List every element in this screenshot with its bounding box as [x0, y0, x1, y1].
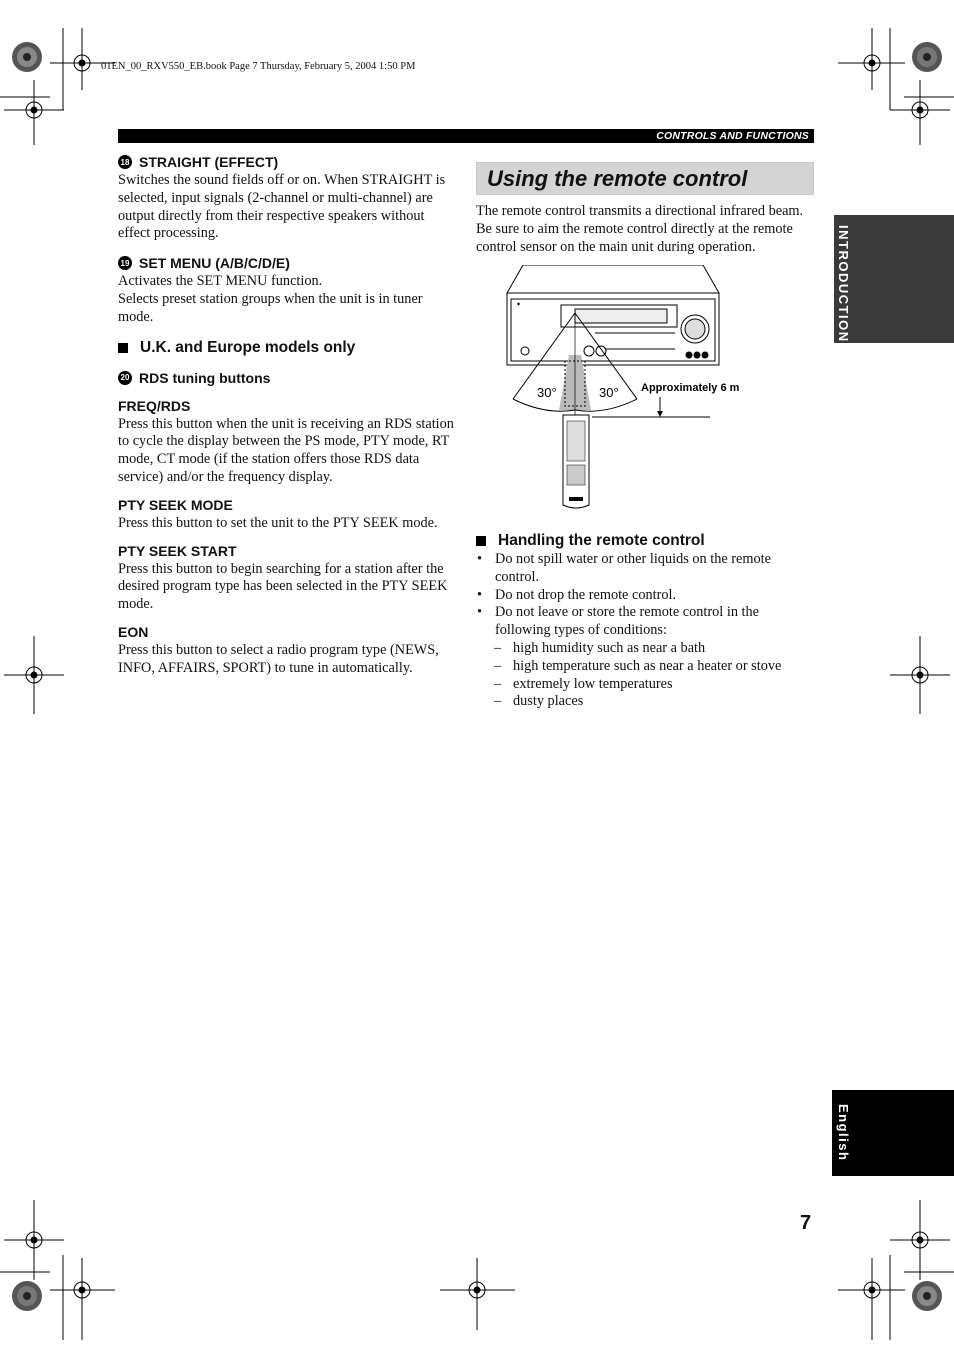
list-item: • Do not drop the remote control.	[476, 587, 816, 605]
item-18-heading	[118, 154, 458, 170]
handling-heading	[476, 532, 816, 550]
left-column	[118, 152, 458, 678]
distance-label: Approximately 6 m	[641, 382, 740, 394]
uk-europe-heading	[118, 339, 458, 357]
angle-right-label: 30°	[599, 385, 619, 400]
list-item: – high humidity such as near a bath	[476, 640, 816, 658]
pty-seek-mode-text: Press this button to set the unit to the PTY SEEK mode.	[118, 514, 438, 531]
freq-rds-text: Press this button when the unit is receiving an RDS station to cycle the display between the PS mode, PTY mode, RT mode, CT mode (if the station offers those RDS data service) and/or the frequency display.	[118, 415, 454, 485]
list-item: – extremely low temperatures	[476, 676, 816, 694]
intro-text: The remote control transmits a directional infrared beam. Be sure to aim the remote control directly at the remote control sensor on the main unit during operation.	[476, 203, 804, 255]
section-title: Using the remote control	[487, 166, 748, 191]
square-bullet-icon	[118, 343, 128, 353]
list-item: – dusty places	[476, 693, 816, 711]
section-header-label: CONTROLS AND FUNCTIONS	[656, 130, 809, 142]
section-header-bar	[118, 129, 814, 143]
remote-illustration	[563, 415, 589, 508]
right-column	[476, 162, 814, 256]
page-number: 7	[800, 1212, 812, 1234]
introduction-tab	[834, 215, 954, 343]
item-title: SET MENU (A/B/C/D/E)	[139, 255, 290, 272]
heading-text: U.K. and Europe models only	[140, 338, 356, 356]
list-item: – high temperature such as near a heater or stove	[476, 658, 816, 676]
item-19-heading	[118, 255, 458, 271]
handling-bullets	[476, 551, 816, 640]
item-20-heading	[118, 370, 458, 386]
item-18-text: Switches the sound fields off or on. When STRAIGHT is selected, input signals (2-channel or multi-channel) are output directly from their respective speakers without effect processing.	[118, 172, 446, 242]
list-item: • Do not spill water or other liquids on the remote control.	[476, 551, 816, 587]
item-number-badge: 19	[118, 256, 132, 270]
section-title-box	[476, 162, 814, 195]
tab-label: English	[836, 1104, 851, 1162]
eon-heading: EON	[118, 623, 149, 640]
handling-section	[476, 532, 816, 711]
remote-range-figure	[505, 265, 765, 515]
item-19-text-2: Selects preset station groups when the unit is in tuner mode.	[118, 290, 423, 325]
item-title: STRAIGHT (EFFECT)	[139, 154, 279, 170]
tab-label: INTRODUCTION	[836, 225, 851, 343]
item-19-text-1: Activates the SET MENU function.	[118, 273, 323, 290]
brand-mark: ◆	[517, 301, 521, 306]
item-title: RDS tuning buttons	[139, 369, 271, 386]
eon-text: Press this button to select a radio program type (NEWS, INFO, AFFAIRS, SPORT) to tune in automatically.	[118, 641, 439, 676]
pty-seek-start-heading: PTY SEEK START	[118, 542, 237, 559]
english-tab	[832, 1090, 954, 1176]
angle-left-label: 30°	[537, 385, 557, 400]
pty-seek-start-text: Press this button to begin searching for a station after the desired program type has been selected in the PTY SEEK mode.	[118, 560, 448, 613]
list-item: • Do not leave or store the remote control in the following types of conditions:	[476, 604, 816, 640]
item-number-badge: 18	[118, 155, 132, 169]
receiver-illustration	[507, 265, 719, 365]
book-info: 01EN_00_RXV550_EB.book Page 7 Thursday, February 5, 2004 1:50 PM	[101, 61, 416, 72]
pty-seek-mode-heading: PTY SEEK MODE	[118, 496, 233, 513]
square-bullet-icon	[476, 536, 486, 546]
freq-rds-heading: FREQ/RDS	[118, 397, 191, 414]
item-number-badge: 20	[118, 371, 132, 385]
heading-text: Handling the remote control	[498, 532, 705, 549]
condition-list	[476, 640, 816, 711]
